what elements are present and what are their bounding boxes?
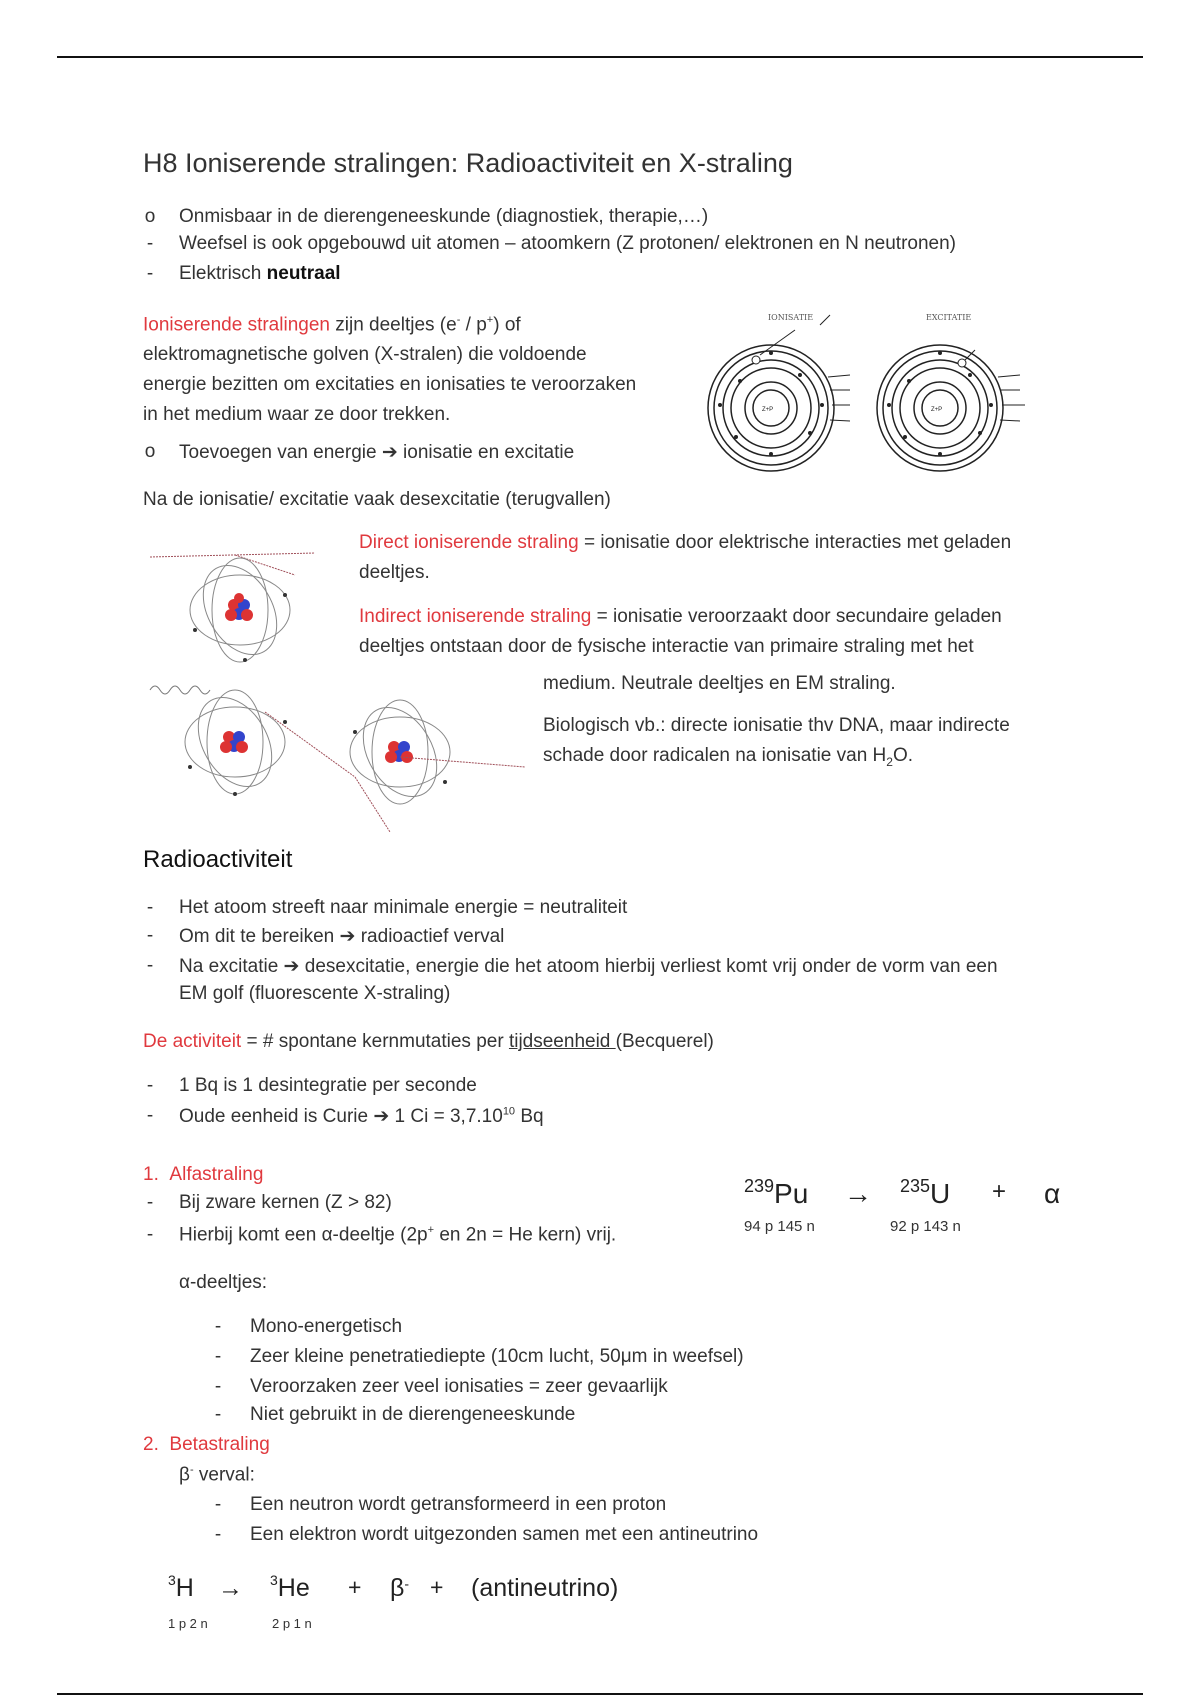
symbol: Pu bbox=[774, 1178, 809, 1209]
list-item: 1 Bq is 1 desintegratie per seconde bbox=[179, 1075, 477, 1096]
alfa-subheading: α-deeltjes: bbox=[179, 1272, 268, 1293]
bold-text: neutraal bbox=[266, 263, 341, 284]
arrow-icon: → bbox=[844, 1178, 872, 1209]
list-item: Het atoom streeft naar minimale energie = neutraliteit bbox=[179, 897, 628, 918]
bullet-marker: o bbox=[144, 206, 156, 227]
alpha-decay-equation bbox=[744, 1178, 1074, 1258]
def-line: elektromagnetische golven (X-stralen) die voldoende bbox=[143, 344, 587, 366]
text: ) of bbox=[493, 314, 521, 336]
text: Na excitatie bbox=[179, 956, 284, 977]
sub: 2 bbox=[886, 754, 893, 769]
nucleus bbox=[385, 741, 413, 763]
text: Oude eenheid is Curie bbox=[179, 1106, 374, 1127]
sup: + bbox=[427, 1224, 435, 1236]
antineutrino: (antineutrino) bbox=[471, 1574, 619, 1602]
text: = # spontane kernmutaties per bbox=[241, 1031, 509, 1052]
def-line: Biologisch vb.: directe ionisatie thv DNA, maar indirecte bbox=[543, 715, 1010, 736]
def-line: in het medium waar ze door trekken. bbox=[143, 404, 451, 426]
text: Toevoegen van energie bbox=[179, 442, 382, 463]
beta-decay-equation bbox=[168, 1574, 668, 1654]
indirect-ionisation-definition bbox=[359, 602, 1079, 662]
arrow-icon: ➔ bbox=[381, 442, 398, 463]
arrow-icon: ➔ bbox=[339, 926, 356, 947]
bullet-marker: o bbox=[144, 441, 156, 462]
text: desexcitatie, energie die het atoom hierbij verliest komt vrij onder de vorm van een bbox=[299, 956, 998, 977]
mass-number: 3 bbox=[168, 1572, 176, 1588]
list-item: Mono-energetisch bbox=[250, 1316, 403, 1337]
direct-ionisation-illustration bbox=[145, 535, 335, 670]
bullet-marker: - bbox=[146, 955, 154, 976]
mass-number: 235 bbox=[900, 1176, 931, 1196]
list-item: Bij zware kernen (Z > 82) bbox=[179, 1192, 392, 1213]
text: -deeltje (2p bbox=[332, 1224, 428, 1246]
list-item bbox=[179, 925, 504, 948]
mass-number: 239 bbox=[744, 1176, 775, 1196]
text: (Becquerel) bbox=[615, 1031, 714, 1052]
text: O. bbox=[892, 745, 914, 766]
term: Indirect ioniserende straling bbox=[359, 606, 592, 627]
plus-sign: + bbox=[992, 1178, 1007, 1205]
arrow-icon: ➔ bbox=[283, 956, 300, 977]
text: Elektrisch bbox=[179, 263, 267, 284]
plus-sign: + bbox=[430, 1574, 444, 1600]
text: verval: bbox=[193, 1464, 255, 1486]
bullet-marker: - bbox=[214, 1376, 222, 1397]
text: radioactief verval bbox=[355, 926, 505, 947]
list-item: Weefsel is ook opgebouwd uit atomen – atoomkern (Z protonen/ elektronen en N neutronen) bbox=[179, 233, 957, 254]
symbol: H bbox=[175, 1574, 194, 1602]
section-heading-radioactiviteit: Radioactiviteit bbox=[143, 846, 293, 873]
number: 1. bbox=[143, 1164, 159, 1185]
sup: + bbox=[486, 314, 494, 326]
text: en 2n = He kern) vrij. bbox=[434, 1224, 617, 1246]
sup: - bbox=[456, 314, 461, 326]
list-item bbox=[179, 263, 341, 285]
nucleus bbox=[225, 593, 253, 621]
biological-example bbox=[543, 711, 1083, 777]
text: zijn deeltjes (e bbox=[329, 314, 457, 336]
list-item: Een neutron wordt getransformeerd in een proton bbox=[250, 1494, 667, 1515]
reactant bbox=[168, 1574, 194, 1603]
arrow-icon: ➔ bbox=[373, 1106, 390, 1127]
top-rule bbox=[57, 56, 1143, 58]
bullet-marker: - bbox=[214, 1404, 222, 1425]
mass-number: 3 bbox=[270, 1572, 278, 1588]
arrow-icon: → bbox=[218, 1574, 243, 1602]
text: Hierbij komt een bbox=[179, 1224, 322, 1246]
product bbox=[270, 1574, 310, 1603]
sup: - bbox=[404, 1575, 410, 1592]
text: schade door radicalen na ionisatie van H bbox=[543, 745, 887, 766]
list-item: Onmisbaar in de dierengeneeskunde (diagnostiek, therapie,…) bbox=[179, 206, 709, 227]
direct-ionisation-definition bbox=[359, 528, 1079, 588]
sup: - bbox=[189, 1464, 194, 1476]
alpha-particle: α bbox=[1044, 1178, 1061, 1209]
list-item bbox=[179, 955, 998, 978]
heading: Alfastraling bbox=[169, 1164, 264, 1185]
nucleus bbox=[220, 731, 248, 753]
product bbox=[900, 1178, 950, 1210]
bullet-marker: - bbox=[214, 1494, 222, 1515]
beta-symbol: β bbox=[179, 1464, 190, 1486]
underlined-text: tijdseenheid bbox=[508, 1031, 616, 1052]
bullet-marker: - bbox=[146, 897, 154, 918]
nucleon-count: 94 p 145 n bbox=[744, 1218, 815, 1235]
heading: Betastraling bbox=[169, 1434, 270, 1455]
bullet-marker: - bbox=[214, 1316, 222, 1337]
bullet-marker: - bbox=[146, 1224, 154, 1245]
beta-particle bbox=[390, 1574, 409, 1603]
nucleon-count: 2 p 1 n bbox=[272, 1616, 312, 1631]
list-item: Niet gebruikt in de dierengeneeskunde bbox=[250, 1404, 576, 1425]
page-title: H8 Ioniserende stralingen: Radioactiviteit en X-straling bbox=[143, 148, 793, 178]
list-item bbox=[179, 1224, 616, 1246]
reactant bbox=[744, 1178, 808, 1210]
list-item: Zeer kleine penetratiediepte (10cm lucht, 50μm in weefsel) bbox=[250, 1346, 744, 1367]
nucleus-label: Z+P bbox=[762, 407, 774, 413]
nucleon-count: 1 p 2 n bbox=[168, 1616, 208, 1631]
text: Om dit te bereiken bbox=[179, 926, 340, 947]
term: Ioniserende stralingen bbox=[143, 314, 330, 336]
def-line bbox=[543, 741, 1083, 777]
indirect-ionisation-illustration bbox=[145, 672, 535, 832]
beta-subheading bbox=[179, 1464, 255, 1486]
beta-symbol: β bbox=[390, 1574, 405, 1602]
def-line bbox=[359, 602, 1079, 632]
def-line: deeltjes ontstaan door de fysische interactie van primaire straling met het bbox=[359, 636, 974, 657]
bullet-marker: - bbox=[146, 1075, 154, 1096]
list-item: Veroorzaken zeer veel ionisaties = zeer gevaarlijk bbox=[250, 1376, 668, 1397]
text: / p bbox=[460, 314, 487, 336]
excitation-atom-diagram bbox=[877, 345, 1025, 471]
bullet-marker: - bbox=[146, 1192, 154, 1213]
alfa-heading bbox=[143, 1164, 263, 1186]
number: 2. bbox=[143, 1434, 159, 1455]
label-excitatie: EXCITATIE bbox=[926, 313, 972, 322]
def-line bbox=[359, 528, 1079, 558]
energy-bullet bbox=[179, 441, 574, 464]
text: ionisatie en excitatie bbox=[397, 442, 575, 463]
nucleus-label: Z+P bbox=[931, 407, 943, 413]
desexcitation-text: Na de ionisatie/ excitatie vaak desexcitatie (terugvallen) bbox=[143, 489, 611, 510]
def-line: energie bezitten om excitaties en ionisaties te veroorzaken bbox=[143, 374, 637, 396]
plus-sign: + bbox=[348, 1574, 362, 1600]
indirect-continuation: medium. Neutrale deeltjes en EM straling. bbox=[543, 673, 896, 694]
bullet-marker: - bbox=[146, 925, 154, 946]
bullet-marker: - bbox=[146, 1105, 154, 1126]
nucleon-count: 92 p 143 n bbox=[890, 1218, 961, 1235]
ionisation-excitation-figure bbox=[700, 305, 1070, 485]
list-item-continuation: EM golf (fluorescente X-straling) bbox=[179, 983, 451, 1004]
symbol: He bbox=[277, 1574, 310, 1602]
bullet-marker: - bbox=[214, 1346, 222, 1367]
alpha-symbol: α bbox=[321, 1224, 333, 1246]
text: 1 Ci = 3,7.10 bbox=[389, 1106, 503, 1127]
ionizing-definition bbox=[143, 305, 683, 430]
def-line bbox=[143, 305, 683, 340]
beta-heading bbox=[143, 1434, 270, 1456]
activity-definition bbox=[143, 1031, 714, 1053]
label-ionisatie: IONISATIE bbox=[768, 313, 814, 322]
def-line: deeltjes. bbox=[359, 562, 430, 583]
text: = ionisatie door elektrische interacties met geladen bbox=[578, 532, 1012, 553]
bullet-marker: - bbox=[146, 233, 154, 254]
list-item: Een elektron wordt uitgezonden samen met een antineutrino bbox=[250, 1524, 759, 1545]
ionisation-atom-diagram bbox=[708, 315, 850, 471]
term: De activiteit bbox=[143, 1031, 242, 1052]
text: = ionisatie veroorzaakt door secundaire geladen bbox=[591, 606, 1002, 627]
list-item bbox=[179, 1105, 544, 1128]
sup: 10 bbox=[502, 1105, 516, 1118]
symbol: U bbox=[930, 1178, 951, 1209]
bottom-rule bbox=[57, 1693, 1143, 1695]
bullet-marker: - bbox=[214, 1524, 222, 1545]
bullet-marker: - bbox=[146, 263, 154, 284]
term: Direct ioniserende straling bbox=[359, 532, 579, 553]
text: Bq bbox=[515, 1106, 544, 1127]
